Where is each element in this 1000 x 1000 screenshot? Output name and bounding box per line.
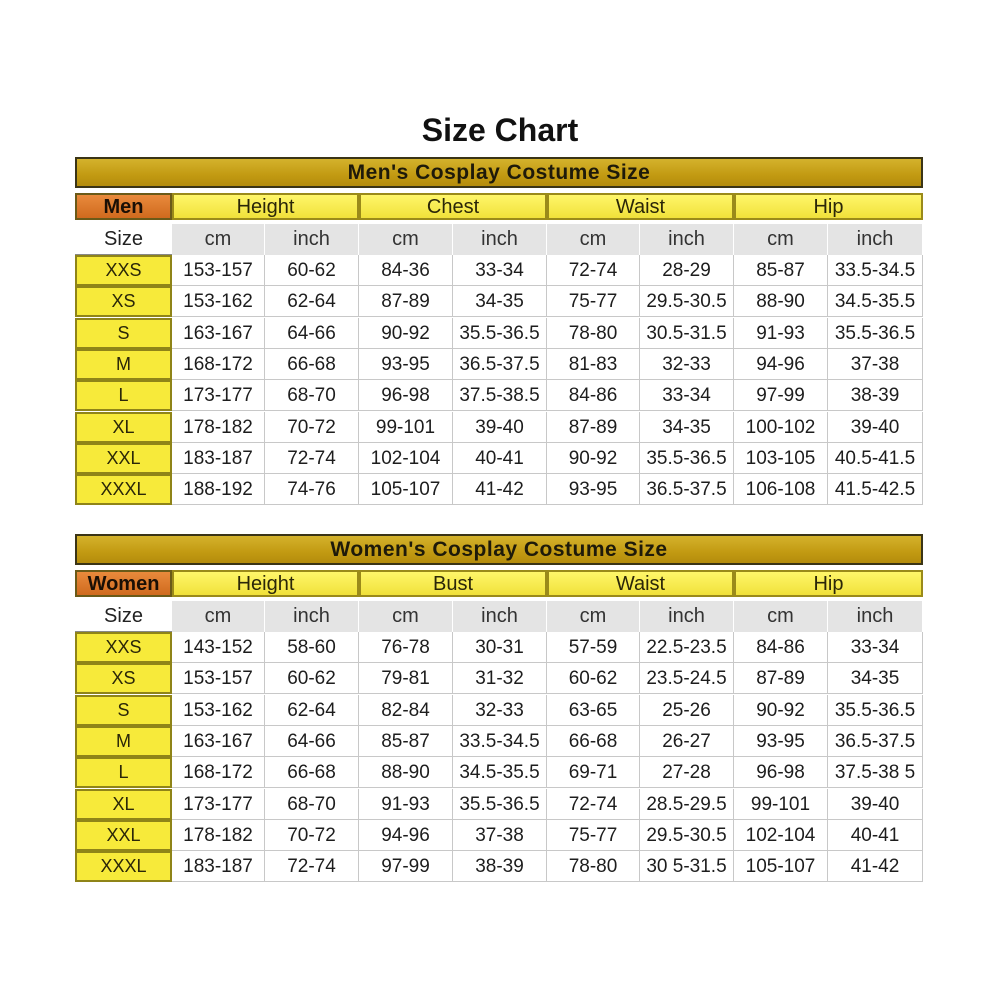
value-cell: 97-99 [734,380,828,411]
value-cell: 22.5-23.5 [640,632,734,663]
size-cell: XXS [75,632,172,663]
table-row [75,632,923,663]
value-cell: 34-35 [828,663,923,694]
value-cell: 96-98 [734,757,828,788]
table-row [75,695,923,726]
value-cell: 30.5-31.5 [640,318,734,349]
size-cell: XL [75,789,172,820]
table-row [75,474,923,505]
value-cell: 78-80 [547,851,640,882]
unit-header-cm: cm [734,601,828,632]
value-cell: 66-68 [265,757,359,788]
size-cell: M [75,349,172,380]
value-cell: 91-93 [359,789,453,820]
measure-header-bust: Bust [359,570,547,597]
value-cell: 62-64 [265,286,359,317]
value-cell: 87-89 [359,286,453,317]
value-cell: 153-162 [172,695,265,726]
value-cell: 94-96 [359,820,453,851]
size-cell: XL [75,412,172,443]
size-cell: S [75,318,172,349]
value-cell: 35.5-36.5 [453,789,547,820]
value-cell: 64-66 [265,318,359,349]
value-cell: 40.5-41.5 [828,443,923,474]
table-row [75,380,923,411]
table-row [75,851,923,882]
value-cell: 38-39 [828,380,923,411]
size-cell: XXXL [75,851,172,882]
value-cell: 39-40 [828,412,923,443]
value-cell: 32-33 [453,695,547,726]
value-cell: 82-84 [359,695,453,726]
size-cell: XS [75,663,172,694]
table-row [75,318,923,349]
size-cell: XXL [75,820,172,851]
value-cell: 33-34 [453,255,547,286]
value-cell: 27-28 [640,757,734,788]
womens-table-banner: Women's Cosplay Costume Size [75,534,923,565]
value-cell: 100-102 [734,412,828,443]
unit-header-inch: inch [640,601,734,632]
value-cell: 106-108 [734,474,828,505]
value-cell: 93-95 [547,474,640,505]
size-cell: XS [75,286,172,317]
value-cell: 105-107 [359,474,453,505]
value-cell: 72-74 [265,851,359,882]
value-cell: 183-187 [172,851,265,882]
value-cell: 68-70 [265,380,359,411]
womens-gender-header: Women [75,570,172,597]
value-cell: 34.5-35.5 [828,286,923,317]
value-cell: 34-35 [453,286,547,317]
value-cell: 36.5-37.5 [828,726,923,757]
value-cell: 25-26 [640,695,734,726]
size-cell: XXL [75,443,172,474]
page-title: Size Chart [421,112,579,148]
unit-header-inch: inch [265,224,359,255]
value-cell: 64-66 [265,726,359,757]
value-cell: 69-71 [547,757,640,788]
value-cell: 102-104 [359,443,453,474]
table-row [75,443,923,474]
size-cell: L [75,757,172,788]
mens-size-label: Size [75,224,172,255]
value-cell: 99-101 [359,412,453,443]
value-cell: 70-72 [265,820,359,851]
mens-gender-header: Men [75,193,172,220]
table-row [75,789,923,820]
table-row [75,757,923,788]
table-row [75,663,923,694]
value-cell: 60-62 [547,663,640,694]
unit-header-inch: inch [265,601,359,632]
unit-header-cm: cm [547,601,640,632]
value-cell: 85-87 [359,726,453,757]
value-cell: 91-93 [734,318,828,349]
value-cell: 105-107 [734,851,828,882]
value-cell: 88-90 [734,286,828,317]
value-cell: 102-104 [734,820,828,851]
value-cell: 87-89 [734,663,828,694]
womens-size-label: Size [75,601,172,632]
size-cell: XXS [75,255,172,286]
value-cell: 84-86 [547,380,640,411]
measure-header-chest: Chest [359,193,547,220]
value-cell: 33-34 [828,632,923,663]
value-cell: 26-27 [640,726,734,757]
value-cell: 60-62 [265,255,359,286]
value-cell: 40-41 [453,443,547,474]
value-cell: 36.5-37.5 [640,474,734,505]
value-cell: 74-76 [265,474,359,505]
measure-header-hip: Hip [734,570,923,597]
value-cell: 85-87 [734,255,828,286]
value-cell: 97-99 [359,851,453,882]
value-cell: 103-105 [734,443,828,474]
value-cell: 70-72 [265,412,359,443]
value-cell: 178-182 [172,820,265,851]
value-cell: 38-39 [453,851,547,882]
value-cell: 153-157 [172,663,265,694]
unit-header-cm: cm [172,224,265,255]
value-cell: 143-152 [172,632,265,663]
value-cell: 93-95 [734,726,828,757]
value-cell: 78-80 [547,318,640,349]
value-cell: 153-157 [172,255,265,286]
value-cell: 66-68 [547,726,640,757]
value-cell: 37-38 [453,820,547,851]
value-cell: 183-187 [172,443,265,474]
value-cell: 81-83 [547,349,640,380]
unit-header-inch: inch [453,224,547,255]
unit-header-cm: cm [547,224,640,255]
value-cell: 93-95 [359,349,453,380]
value-cell: 72-74 [547,255,640,286]
value-cell: 28-29 [640,255,734,286]
value-cell: 33-34 [640,380,734,411]
value-cell: 88-90 [359,757,453,788]
table-row [75,286,923,317]
value-cell: 153-162 [172,286,265,317]
value-cell: 35.5-36.5 [828,695,923,726]
value-cell: 163-167 [172,318,265,349]
value-cell: 29.5-30.5 [640,820,734,851]
table-row [75,349,923,380]
value-cell: 75-77 [547,820,640,851]
value-cell: 168-172 [172,349,265,380]
value-cell: 34-35 [640,412,734,443]
value-cell: 23.5-24.5 [640,663,734,694]
value-cell: 39-40 [828,789,923,820]
value-cell: 40-41 [828,820,923,851]
value-cell: 37-38 [828,349,923,380]
value-cell: 72-74 [265,443,359,474]
unit-header-inch: inch [640,224,734,255]
size-cell: M [75,726,172,757]
unit-header-inch: inch [453,601,547,632]
value-cell: 90-92 [547,443,640,474]
value-cell: 28.5-29.5 [640,789,734,820]
table-row [75,820,923,851]
value-cell: 35.5-36.5 [828,318,923,349]
value-cell: 63-65 [547,695,640,726]
value-cell: 58-60 [265,632,359,663]
size-cell: L [75,380,172,411]
value-cell: 72-74 [547,789,640,820]
unit-header-cm: cm [359,224,453,255]
value-cell: 163-167 [172,726,265,757]
value-cell: 32-33 [640,349,734,380]
value-cell: 41.5-42.5 [828,474,923,505]
measure-header-height: Height [172,570,359,597]
value-cell: 66-68 [265,349,359,380]
value-cell: 37.5-38.5 [453,380,547,411]
value-cell: 75-77 [547,286,640,317]
table-row [75,412,923,443]
value-cell: 30-31 [453,632,547,663]
value-cell: 79-81 [359,663,453,694]
measure-header-waist: Waist [547,570,734,597]
measure-header-waist: Waist [547,193,734,220]
measure-header-hip: Hip [734,193,923,220]
value-cell: 168-172 [172,757,265,788]
value-cell: 36.5-37.5 [453,349,547,380]
value-cell: 99-101 [734,789,828,820]
value-cell: 33.5-34.5 [828,255,923,286]
value-cell: 41-42 [453,474,547,505]
value-cell: 94-96 [734,349,828,380]
value-cell: 178-182 [172,412,265,443]
value-cell: 33.5-34.5 [453,726,547,757]
value-cell: 76-78 [359,632,453,663]
table-row [75,726,923,757]
value-cell: 188-192 [172,474,265,505]
value-cell: 41-42 [828,851,923,882]
unit-header-inch: inch [828,601,923,632]
measure-header-height: Height [172,193,359,220]
unit-header-cm: cm [734,224,828,255]
value-cell: 62-64 [265,695,359,726]
value-cell: 68-70 [265,789,359,820]
value-cell: 30 5-31.5 [640,851,734,882]
value-cell: 173-177 [172,789,265,820]
size-cell: S [75,695,172,726]
value-cell: 90-92 [359,318,453,349]
value-cell: 39-40 [453,412,547,443]
value-cell: 173-177 [172,380,265,411]
mens-table-banner: Men's Cosplay Costume Size [75,157,923,188]
value-cell: 87-89 [547,412,640,443]
unit-header-inch: inch [828,224,923,255]
value-cell: 31-32 [453,663,547,694]
unit-header-cm: cm [359,601,453,632]
unit-header-cm: cm [172,601,265,632]
value-cell: 84-36 [359,255,453,286]
size-cell: XXXL [75,474,172,505]
value-cell: 35.5-36.5 [453,318,547,349]
value-cell: 29.5-30.5 [640,286,734,317]
table-row [75,255,923,286]
value-cell: 57-59 [547,632,640,663]
value-cell: 84-86 [734,632,828,663]
value-cell: 37.5-38 5 [828,757,923,788]
value-cell: 96-98 [359,380,453,411]
value-cell: 34.5-35.5 [453,757,547,788]
value-cell: 60-62 [265,663,359,694]
value-cell: 90-92 [734,695,828,726]
value-cell: 35.5-36.5 [640,443,734,474]
